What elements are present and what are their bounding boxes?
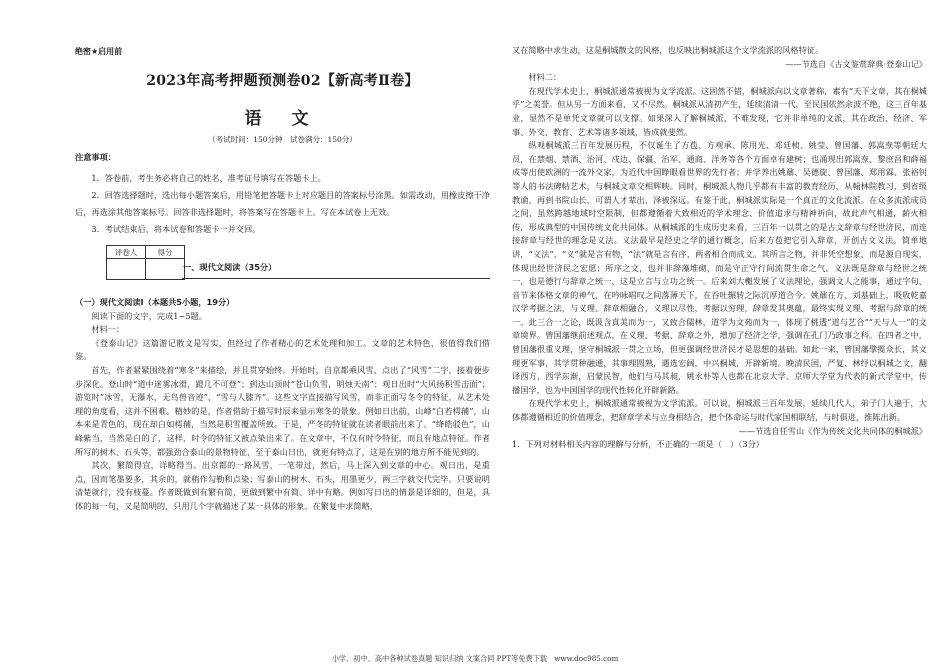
reviewer-cell — [107, 259, 146, 280]
score-cell — [146, 259, 185, 280]
section-divider — [182, 278, 490, 279]
material-label: 材料二： — [528, 72, 562, 83]
notes-heading: 注意事项： — [75, 152, 116, 162]
paragraph: 《登泰山记》这篇游记散文是写实，但经过了作者精心的艺术处理和加工。文章的艺术特色，很值得我们借鉴。 — [75, 337, 490, 362]
page-footer: 小学、初中、高中各种试卷真题 知识归纳 文案合同 PPT等免费下载 www.doc985.com — [331, 654, 619, 663]
exam-title: 2023年高考押题预测卷02【新高考Ⅱ卷】 — [146, 73, 419, 89]
material-label: 材料一： — [91, 324, 125, 335]
paragraph: 在现代学术史上，桐城派通常被视为文学流派。这固然不错，桐城派向以文章著称，素有“天下文章，其在桐城乎”之美誉。但从另一方面来看，又不尽然。桐城派从清初产生，延续清清一代，至民国依然余波不绝，这三百年基业，显然不是单凭文章就可以支撑。如果深入了解桐城派，不难发现，它并非单纯的文派，其在政治、经济、军事、外交、教育、艺术等诸多领域，皆成就斐然。 — [512, 85, 927, 137]
source-note: ——节选自《古文鉴赏辞典·登泰山记》 — [785, 58, 927, 69]
paragraph: 首先，作者紧紧围绕着“寒冬”来描绘，并且贯穿始终。开始时，自京都乘风雪，点出了“风雪”二字，接着便步步深化。登山时“道中迷雾冰滑，蹬几不可登”；到达山顶时“苍山负雪，明烛天南”；观日出时“大风扬积雪击面”；游览时“冰雪，无瀑水，无鸟兽音迹”，“雪与人膝齐”。这些文字直接描写风雪，而非正面写冬令的特征，从艺术处理的角度看，这并不困难。精妙的是，作者借助于描写时辰来显示寒冬的景象。例如日出前，山峰“白若樗蒱”，山本来是青色的，现在却白如樗蒱，当然是积雪覆盖所致。于是，严冬的特征就在读者眼前出来了。“绛皓驳色”，山峰紫当，当然是白的了，这样，时令的特征又被点染出来了。在文章中，不仅有时令特征，而且有地点特征。作者所写的树木、石头等，都强劲合泰山的景物特征，至于泰山日出，就更有特点了，这是在别的地方所不能见到的。 — [75, 364, 490, 457]
note-item: 1．答卷前，考生务必将自己的姓名、准考证号填写在答题卡上。 — [91, 173, 326, 183]
reading-body-right — [512, 44, 927, 452]
subject-title: 语 文 — [244, 109, 321, 129]
question-1: 1．下列对材料相关内容的理解与分析，不正确的一项是（ ）（3分） — [512, 439, 764, 450]
instruction: 阅读下面的文字，完成1~5题。 — [91, 310, 207, 321]
notes-list — [75, 170, 490, 238]
paragraph: 纵观桐城派三百年发展历程，不仅诞生了方苞、方观承、陈用光、邓廷桢、姚莹、曾国藩、郭嵩焘等朝廷大员，在禁烟、禁酒、治河、戍边、保疆、治军、通商、洋务等各个方面卓有建树；也涌现出郭嵩焘、黎庶昌和薛福成等出使欧洲的一流外交家，为近代中国睁眼看世界的先行者；并学养出姚鼐、吴德旋、曾国藩、郑用霖、张裕钊等人的书法碑帖艺术，与桐城文章交相辉映。同时，桐城派人物几乎都有丰富的教育经历，从翰林院教习，到省级教谕，再到书院山长，可谓人才辈出，泽被深远。有鉴于此，桐城派实际是一个真正的文化流派。在众多流派成员之间，虽然跨越地域时空限制，但都遵循着大致相近的学术理念、价值追求与精神祈向，故此声气相通，薪火相传，形成典型的中国传统文化共同体。从桐城派的生成历史来看，三百年一以贯之的是古文辞章与经世济民，而连接辞章与经世的理念是义法。义法最早是经史之学的通行概念，后来方苞把它引入辞章，开创古文义法。简单地讲，“义法”，“义”就是言有物，“法”就是言有序，两者相合而成文。其所言之物，并非凭空想象，而是源自现实，体现出经世济民之宏愿；所序之文，也并非辞藻堆砌，而是守正守行间流贯生命之气。义法既是辞章与经世之统一，也是德行与辞章之统一，这是立言与立功之统一。后来刘大櫆发展了义法理论，强调文人之能事，通过字句、音节来体格文章的神气，在吟咏唱叹之间落薄天下，在吞吐辗转之际沉厚道合今。姚鼐在方、刘基础上，吸收乾嘉汉学考据之法，与义理、辞章相融合，义理以尽性，考据以穷理，辞章发其奥蕴，最终实现义理、考据与辞章的统一。此三合一之论，既汲含真美而为一，又致合儒林，道学为文苑而为一，体现了桃透“道与艺合”“天与人一”的文章境界。曾国藩继前述观点，在义理、考据、辞章之外，增加了经济之学，强调在孔门乃政事之科。在四者之中，曾国藩很重义理，坚守桐城派一贯之立场，但更强调经世济民才是思想的基础。如此一来，曾国藩擘揽众长，其文理更军事，其学贯种融通，其事理圆熟，遇选宏阔，中兴桐城，开辟新境。晚清民国，严复、林纾以桐城之文，翻译西方，西学东渐，启蒙民智，他们与马其昶，姚永朴等人也都在北京大学、京师大学堂为代表的新式学堂中，传播国学，也为中国国学的现代性转化开辟新路。 — [512, 140, 927, 395]
note-item: 3．考试结束后，将本试卷和答题卡一并交回。 — [91, 224, 261, 234]
section-title: 一、现代文阅读（35分） — [183, 262, 277, 272]
reading-body-left — [75, 296, 490, 514]
paragraph: 其次，繁简得宜，详略得当。出京都的一路风雪，一笔带过，然后，马上深入到文章的中心。观日出，是重点，因而笔墨要多，其余的，就稍作勾勒和点染；写泰山的树木、石头，用墨更少，两三字就交代完毕。只要说明清楚就行，没有枝蔓。作者既做到有繁有简，更做到繁中有简、详中有略。例如写日出的情景是详细的，但是，具体的每一句，又是简明的，只用几个字就描述了某一具体的形象。在繁复中求简略， — [75, 460, 490, 511]
question-heading: （一）现代文阅读Ⅰ（本题共5小题，19分） — [75, 297, 235, 307]
reviewer-header: 评卷人 — [107, 246, 146, 259]
paragraph: 又在简略中求生动，这是桐城散文的风格，也反映出桐城派这个文学流派的风格特征。 — [512, 45, 824, 55]
paragraph: 在现代学术史上，桐城派通常被视为文学流派。可以说，桐城派三百年发展，延续几代人，弟子门人遍于，大体都遵循相近的价值理念，把辞章学术与立身相结合，把个体命运与时代家国相联结，与时俱进，推陈出新。 — [512, 398, 927, 423]
score-table — [106, 245, 185, 280]
exam-meta: （考试时间：150分钟 试卷满分：150分） — [208, 135, 357, 144]
source-note: ——节选自任雪山《作为传统文化共同体的桐城派》 — [738, 425, 927, 436]
secret-label: 绝密★启用前 — [75, 47, 123, 56]
score-header: 得分 — [146, 246, 185, 259]
note-item: 2．回答选择题时，选出每小题答案后，用铅笔把答题卡上对应题目的答案标号涂黑。如需改动，用橡皮擦干净后，再选涂其他答案标号。回答非选择题时，将答案写在答题卡上。写在本试卷上无效。 — [75, 190, 490, 217]
